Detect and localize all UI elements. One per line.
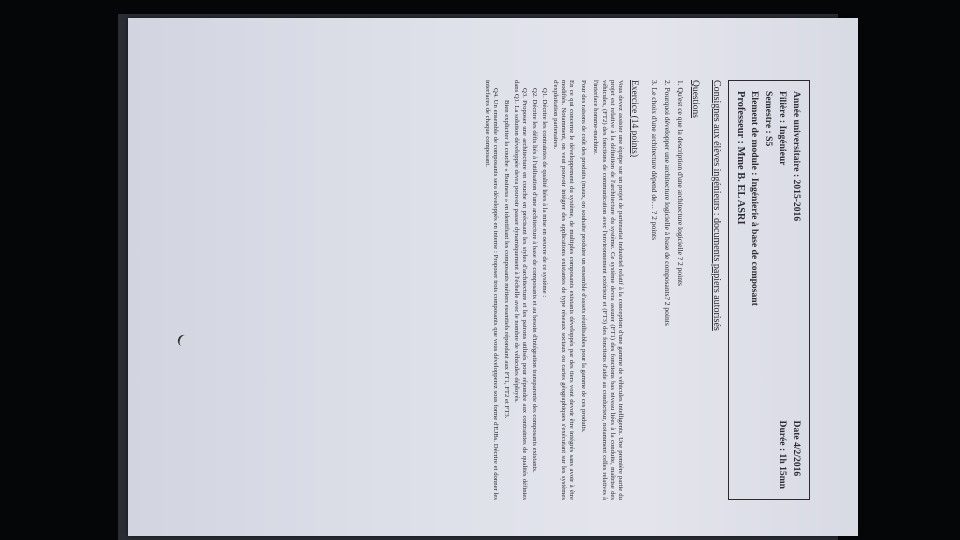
annee: Année universitaire : 2015-2016 xyxy=(791,91,802,222)
questions-title: Questions xyxy=(690,80,700,118)
filiere: Filière : Ingénieur xyxy=(777,91,788,166)
exam-document xyxy=(312,80,810,500)
exercice-q3b: Bien expliciter la couche « Business » en identifiant les composants métiers essentiels répondant aux FT1, FT2 et FT3. xyxy=(502,100,510,419)
exercice-q4: Q4. Un ensemble de composants sera développés en interne : Proposer trois composants que vous développerez sous forme d'EJBs. Décrire et donner les interfaces de chaque composant. xyxy=(484,80,500,500)
question-3: 3. Le choix d'une architecture dépend de… ? 2 points xyxy=(650,80,659,241)
date-duree xyxy=(775,421,803,489)
exercice-p2: Pour des raisons de coût des produits (maux, on souhaite produire un ensemble d'assets réutilisables pour la gamme de ces produits. xyxy=(580,80,588,433)
date: Date 4/2/2016 xyxy=(791,420,802,477)
element-module: Element de module : Ingénierie à base de composant xyxy=(749,91,760,306)
question-1: 1. Qu'est ce que la description d'une architecture logicielle ? 2 points xyxy=(676,80,685,286)
exercice-title: Exercice (14 points) xyxy=(629,80,639,158)
question-2: 2. Pourquoi développer une architecture logicielle à base de composants? 2 points xyxy=(663,80,672,326)
consignes: Consignes aux élèves ingénieurs : documents papiers autorisés xyxy=(711,80,722,331)
header-box xyxy=(728,80,810,500)
exercice-q2: Q2. Décrire les défis liés à l'utilisation d'une architecture à base de composants et au besoin d'intégration transparente des composants existants. xyxy=(531,88,539,473)
professeur: Professeur : Mme B. EL ASRI xyxy=(735,91,746,225)
duree: Durée : 1h 15mn xyxy=(777,420,788,489)
semestre: Semestre : S5 xyxy=(763,91,774,147)
exercice-q1: Q1. Décrire les contraintes de qualité liées à la mise en oeuvre de ce système : xyxy=(541,88,549,298)
exercice-p1: Vous devez assister une équipe sur un projet de partenariat industriel relatif à la conception d'une gamme de véhicules intelligents. Une première partie du projet est relative à la définition de l'architecture du système. Ce système devra assurer (FT1) des fonctions bas niveau liées à la conduite, maîtrise des véhicules, (FT2) des fonctions de communication avec l'environnement extérieur et (FT3) des fonctions d'aide au conducteur, notamment celles relatives à l'interface homme-machine. xyxy=(592,80,624,500)
exercice-q3: Q3. Proposer une architecture en couche en précisant les styles d'architecture et les patrons utilisés pour répondre aux contraintes de qualités définies dans Q1. La solution développée devra pouvoir passer dynamiquement à l'échelle avec le nombre de véhicules déployés. xyxy=(512,80,528,500)
exercice-p3: En ce qui concerne le développement du système, de multiples composants existants développés par des tiers vont devoir être intégrés sans avoir à être modifiés. Notamment, on veut pouvoir intégrer des applications existantes de type réseaux sociaux ou cartes géographiques s'exécutant sur les systèmes d'exploitation partenaires. xyxy=(551,80,575,500)
